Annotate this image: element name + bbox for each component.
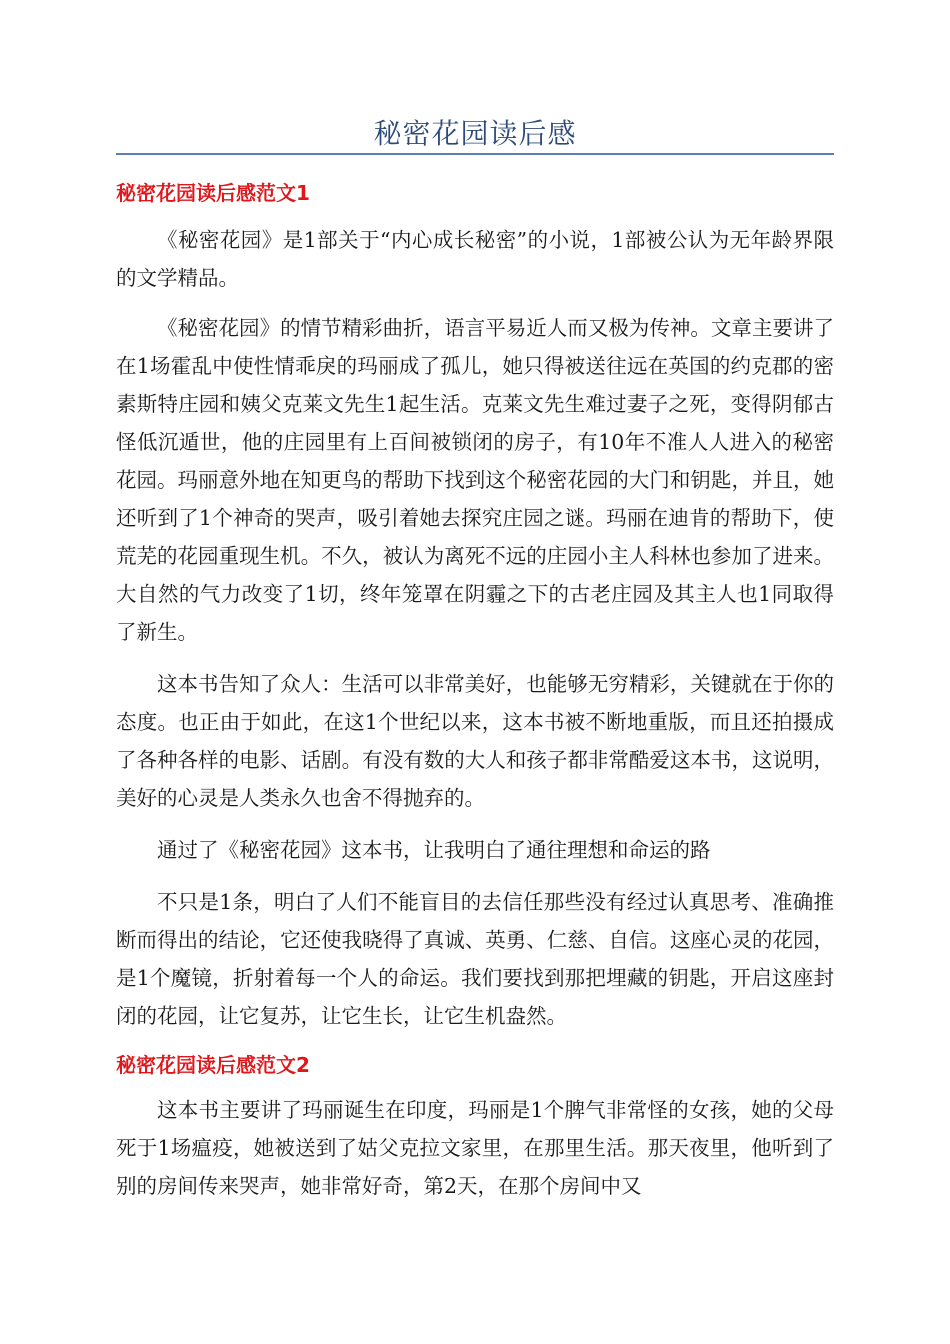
section-2-paragraph-1: 这本书主要讲了玛丽诞生在印度，玛丽是1个脾气非常怪的女孩，她的父母死于1场瘟疫，她被送到了姑父克拉文家里，在那里生活。那天夜里，他听到了别的房间传来哭声，她非常好奇，第2天，在那个房间中又 — [116, 1098, 834, 1198]
document-body — [116, 177, 834, 1205]
section-1-paragraph-5: 不只是1条，明白了人们不能盲目的去信任那些没有经过认真思考、准确推断而得出的结论，它还使我晓得了真诚、英勇、仁慈、自信。这座心灵的花园，是1个魔镜，折射着每一个人的命运。我们要找到那把埋藏的钥匙，开启这座封闭的花园，让它复苏，让它生长，让它生机盎然。 — [116, 890, 834, 1028]
section-1-paragraph-1: 《秘密花园》是1部关于“内心成长秘密”的小说，1部被公认为无年龄界限的文学精品。 — [116, 228, 834, 290]
title-divider — [116, 153, 834, 155]
section-1-paragraph-2: 《秘密花园》的情节精彩曲折，语言平易近人而又极为传神。文章主要讲了在1场霍乱中使性情乖戾的玛丽成了孤儿，她只得被送往远在英国的约克郡的密素斯特庄园和姨父克莱文先生1起生活。克莱文先生难过妻子之死，变得阴郁古怪低沉遁世，他的庄园里有上百间被锁闭的房子，有10年不准人人进入的秘密花园。玛丽意外地在知更鸟的帮助下找到这个秘密花园的大门和钥匙，并且，她还听到了1个神奇的哭声，吸引着她去探究庄园之谜。玛丽在迪肯的帮助下，使荒芜的花园重现生机。不久，被认为离死不远的庄园小主人科林也参加了进来。大自然的气力改变了1切，终年笼罩在阴霾之下的古老庄园及其主人也1同取得了新生。 — [116, 316, 834, 644]
document-title: 秘密花园读后感 — [373, 117, 577, 150]
section-1-paragraph-3: 这本书告知了众人：生活可以非常美好，也能够无穷精彩，关键就在于你的态度。也正由于如此，在这1个世纪以来，这本书被不断地重版，而且还拍摄成了各种各样的电影、话剧。有没有数的大人和孩子都非常酷爱这本书，这说明，美好的心灵是人类永久也舍不得抛弃的。 — [116, 672, 834, 810]
section-heading-2: 秘密花园读后感范文2 — [116, 1053, 310, 1077]
section-1-paragraph-4: 通过了《秘密花园》这本书，让我明白了通往理想和命运的路 — [157, 838, 711, 862]
section-heading-1: 秘密花园读后感范文1 — [116, 181, 310, 205]
